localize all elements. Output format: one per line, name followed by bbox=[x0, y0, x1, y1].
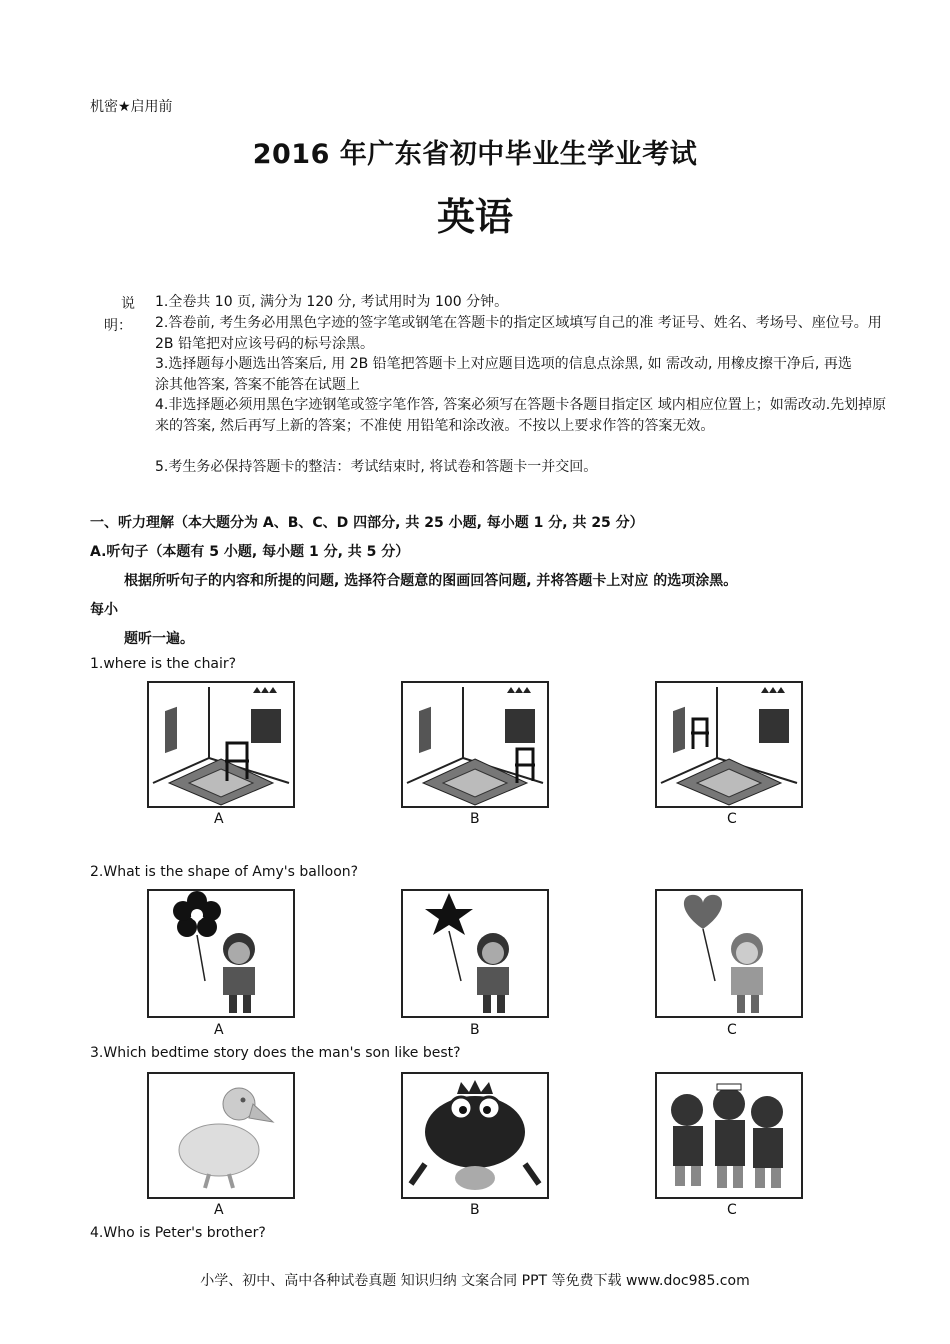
option-label-b: B bbox=[470, 1022, 480, 1038]
duck-icon bbox=[147, 1072, 295, 1199]
room-chair-by-door-icon bbox=[655, 681, 803, 808]
option-label-b: B bbox=[470, 811, 480, 827]
page-footer: 小学、初中、高中各种试卷真题 知识归纳 文案合同 PPT 等免费下载 www.doc985.com bbox=[200, 1273, 750, 1289]
instruction-item-3: 3.选择题每小题选出答案后, 用 2B 铅笔把答题卡上对应题目选项的信息点涂黑, 如 需改动, 用橡皮擦干净后, 再选涂其他答案, 答案不能答在试题上 bbox=[155, 356, 852, 393]
instructions-label-2: 明： bbox=[104, 318, 132, 334]
question-3: 3.Which bedtime story does the man's son like best? bbox=[90, 1045, 461, 1061]
option-label-a: A bbox=[214, 1202, 224, 1218]
section-heading: 一、听力理解（本大题分为 A、B、C、D 四部分, 共 25 小题, 每小题 1 分, 共 25 分） bbox=[90, 515, 644, 531]
flower-balloon-icon bbox=[147, 889, 295, 1018]
instruction-item-1: 1.全卷共 10 页, 满分为 120 分, 考试用时为 100 分钟。 bbox=[155, 294, 509, 310]
instructions-label-1: 说 bbox=[121, 296, 135, 312]
room-chair-beside-rug-icon bbox=[401, 681, 549, 808]
star-balloon-icon bbox=[401, 889, 549, 1018]
heart-balloon-icon bbox=[655, 889, 803, 1018]
option-label-c: C bbox=[727, 1202, 737, 1218]
option-label-a: A bbox=[214, 811, 224, 827]
option-label-c: C bbox=[727, 811, 737, 827]
question-1: 1.where is the chair? bbox=[90, 656, 237, 672]
exam-title: 2016 年广东省初中毕业生学业考试 bbox=[252, 139, 698, 170]
three-pigs-icon bbox=[655, 1072, 803, 1199]
exam-subject: 英语 bbox=[436, 194, 513, 239]
room-chair-on-rug-icon bbox=[147, 681, 295, 808]
confidential-note: 机密★启用前 bbox=[90, 99, 173, 115]
question-2: 2.What is the shape of Amy's balloon? bbox=[90, 864, 359, 880]
question-4: 4.Who is Peter's brother? bbox=[90, 1225, 266, 1241]
instruction-item-5: 5.考生务必保持答题卡的整洁：考试结束时, 将试卷和答题卡一并交回。 bbox=[155, 459, 598, 475]
option-label-a: A bbox=[214, 1022, 224, 1038]
instruction-item-4: 4.非选择题必须用黑色字迹钢笔或签字笔作答, 答案必须写在答题卡各题目指定区 域内相应位置上；如需改动.先划掉原来的答案, 然后再写上新的答案；不准使 用铅笔和涂改液。不按以上要求作答的答案无效。 bbox=[155, 397, 887, 434]
part-a-directions: 根据所听句子的内容和所提的问题, 选择符合题意的图画回答问题, 并将答题卡上对应 的选项涂黑。 bbox=[124, 573, 738, 589]
option-label-c: C bbox=[727, 1022, 737, 1038]
part-a-directions-cont: 每小 bbox=[90, 602, 118, 618]
part-a-heading: A.听句子（本题有 5 小题, 每小题 1 分, 共 5 分） bbox=[90, 544, 410, 560]
option-label-b: B bbox=[470, 1202, 480, 1218]
frog-prince-icon bbox=[401, 1072, 549, 1199]
part-a-directions-cont: 题听一遍。 bbox=[124, 631, 194, 647]
instruction-item-2: 2.答卷前, 考生务必用黑色字迹的签字笔或钢笔在答题卡的指定区域填写自己的准 考证号、姓名、考场号、座位号。用 2B 铅笔把对应该号码的标号涂黑。 bbox=[155, 315, 882, 352]
